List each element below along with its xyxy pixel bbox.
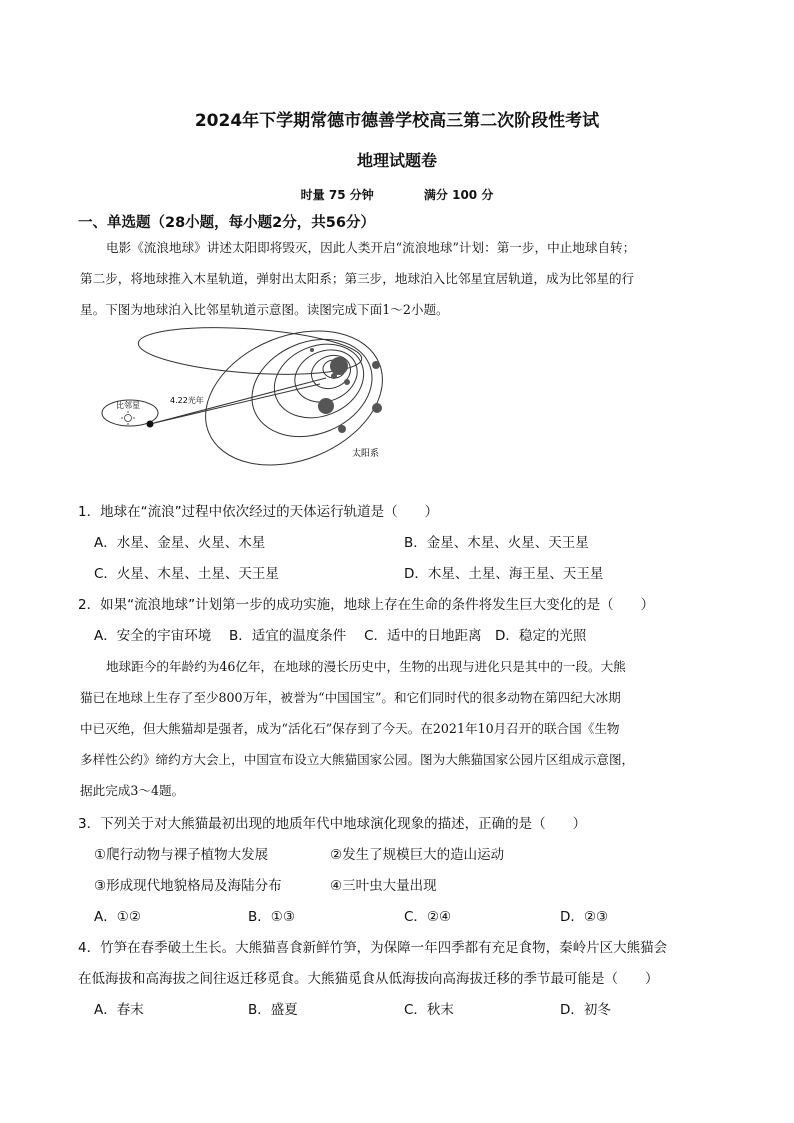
section-heading: 一、单选题（28小题，每小题2分，共56分） [78, 215, 375, 231]
passage-1 [80, 232, 720, 325]
q4-option-d[interactable]: D．初冬 [560, 1002, 611, 1018]
q1-option-a[interactable]: A．水星、金星、火星、木星 [94, 535, 266, 551]
planet-outer-3 [338, 425, 346, 433]
exam-title: 2024年下学期常德市德善学校高三第二次阶段性考试 [194, 111, 600, 131]
time-label: 时量 75 分钟 [300, 188, 374, 202]
planet-outer-1 [372, 361, 380, 369]
q4-option-a[interactable]: A．春末 [94, 1002, 144, 1018]
proxima-label: 比邻星 [116, 401, 140, 410]
q2-options[interactable]: A．安全的宇宙环境 B．适宜的温度条件 C．适中的日地距离 D．稳定的光照 [94, 628, 587, 644]
planet-outer-2 [372, 403, 382, 413]
passage-2-line: 地球距今的年龄约为46亿年，在地球的漫长历史中，生物的出现与进化只是其中的一段。大熊 [106, 659, 626, 674]
distance-label: 4.22光年 [170, 396, 204, 405]
q3-statement-1: ①爬行动物与裸子植物大发展 [94, 847, 269, 863]
question-2-stem: 2．如果“流浪地球”计划第一步的成功实施，地球上存在生命的条件将发生巨大变化的是（ ） [78, 597, 655, 613]
question-4-stem-line-1: 4．竹笋在春季破土生长。大熊猫喜食新鲜竹笋，为保障一年四季都有充足食物，秦岭片区大熊猫会 [78, 940, 668, 956]
q1-option-c[interactable]: C．火星、木星、土星、天王星 [94, 566, 279, 582]
q3-statement-3: ③形成现代地貌格局及海陆分布 [94, 878, 282, 894]
passage-1-line: 电影《流浪地球》讲述太阳即将毁灭，因此人类开启“流浪地球”计划：第一步，中止地球自转； [106, 240, 636, 255]
question-3-stem: 3．下列关于对大熊猫最初出现的地质年代中地球演化现象的描述，正确的是（ ） [78, 816, 587, 832]
q3-statement-4: ④三叶虫大量出现 [330, 878, 437, 894]
planet-2 [344, 379, 350, 385]
passage-2 [80, 651, 720, 806]
planet-inner [331, 373, 337, 379]
proxima-orbit-diagram [94, 326, 414, 472]
question-1-stem: 1．地球在“流浪”过程中依次经过的天体运行轨道是（ ） [78, 504, 439, 520]
passage-1-line: 星。下图为地球泊入比邻星轨道示意图。读图完成下面1～2小题。 [80, 302, 449, 317]
q1-option-b[interactable]: B．金星、木星、火星、天王星 [404, 535, 589, 551]
passage-1-line: 第二步，将地球推入木星轨道，弹射出太阳系；第三步，地球泊入比邻星宜居轨道，成为比邻星的行 [80, 271, 635, 286]
q3-option-b[interactable]: B．①③ [248, 909, 295, 925]
solar-system-label: 太阳系 [352, 449, 380, 459]
q1-option-d[interactable]: D．木星、土星、海王星、天王星 [404, 566, 604, 582]
q3-option-c[interactable]: C．②④ [404, 909, 452, 925]
passage-2-line: 多样性公约》缔约方大会上，中国宣布设立大熊猫国家公园。图为大熊猫国家公园片区组成示意图， [80, 752, 635, 767]
exam-subtitle: 地理试题卷 [356, 151, 437, 170]
sun [330, 357, 348, 375]
q4-option-c[interactable]: C．秋末 [404, 1002, 454, 1018]
question-4-stem-line-2: 在低海拔和高海拔之间往返迁移觅食。大熊猫觅食从低海拔向高海拔迁移的季节最可能是（ ） [78, 971, 659, 987]
proxima-star-icon [121, 411, 135, 425]
q3-statement-2: ②发生了规模巨大的造山运动 [330, 847, 505, 863]
passage-2-line: 猫已在地球上生存了至少800万年，被誉为“中国国宝”。和它们同时代的很多动物在第四纪大冰期 [80, 690, 621, 705]
planet-jupiter [318, 398, 334, 414]
transfer-orbit [137, 326, 364, 381]
passage-2-line: 据此完成3～4题。 [80, 783, 185, 798]
earth-marker [147, 421, 154, 428]
planet-small [310, 348, 314, 352]
q4-option-b[interactable]: B．盛夏 [248, 1002, 298, 1018]
q3-option-a[interactable]: A．①② [94, 909, 141, 925]
score-label: 满分 100 分 [423, 188, 494, 202]
q3-option-d[interactable]: D．②③ [560, 909, 609, 925]
orbit-5 [263, 331, 375, 430]
exam-meta [0, 186, 794, 203]
passage-2-line: 中已灭绝，但大熊猫却是强者，成为“活化石”保存到了今天。在2021年10月召开的联合国《生物 [80, 721, 620, 736]
